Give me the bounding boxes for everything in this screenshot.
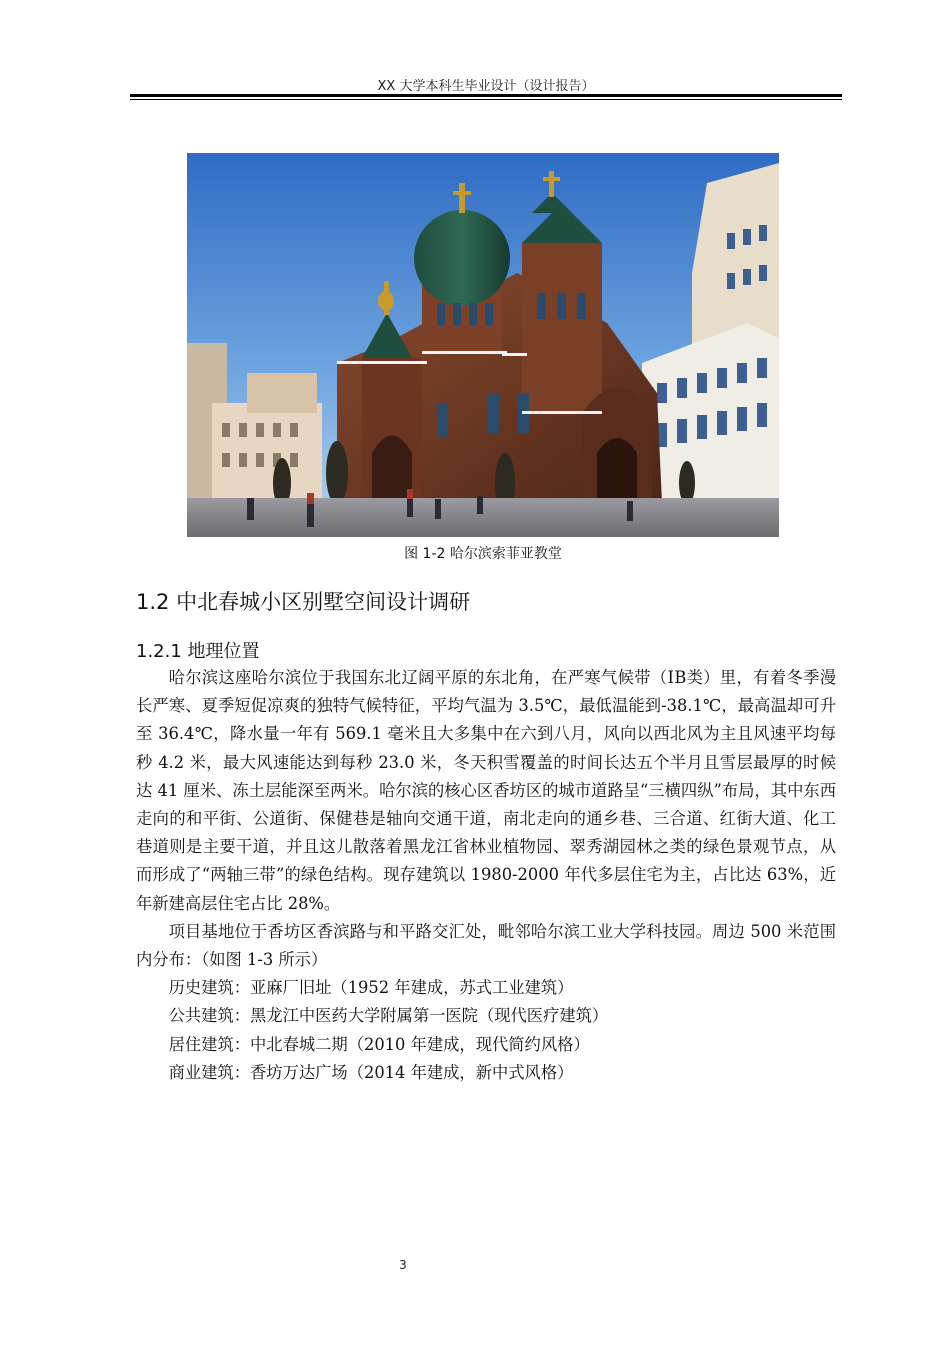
paragraph-climate: 哈尔滨这座哈尔滨位于我国东北辽阔平原的东北角，在严寒气候带（ⅠB类）里，有着冬季漫长严寒、夏季短促凉爽的独特气候特征，平均气温为 3.5℃，最低温能到-38.1℃，最高温却可升至 36.4℃，降水量一年有 569.1 毫米且大多集中在六到八月，风向以西北风为主且风速平均每秒 4.2 米，最大风速能达到每秒 23.0 米，冬天积雪覆盖的时间长达五个半月且雪层最厚的时候达 41 厘米、冻土层能深至两米。哈尔滨的核心区香坊区的城市道路呈“三横四纵”布局，其中东西走向的和平街、公道街、保健巷是轴向交通干道，南北走向的通乡巷、三合道、红街大道、化工巷道则是主要干道，并且这儿散落着黑龙江省林业植物园、翠秀湖园林之类的绿色景观节点，从而形成了“两轴三带”的绿色结构。现存建筑以 1980-2000 年代多层住宅为主，占比达 63%，近年新建高层住宅占比 28%。: [136, 668, 836, 913]
figure-caption: 图 1-2 哈尔滨索菲亚教堂: [404, 546, 562, 562]
header-rule-thick: [130, 94, 842, 97]
list-item-commercial: 商业建筑：香坊万达广场（2014 年建成，新中式风格）: [168, 1062, 574, 1082]
page-number: 3: [399, 1258, 407, 1272]
body-text: [136, 664, 836, 1087]
header-rule-thin: [130, 99, 842, 100]
list-item-residential: 居住建筑：中北春城二期（2010 年建成，现代简约风格）: [168, 1034, 590, 1054]
page-header-title: XX 大学本科生毕业设计（设计报告）: [377, 79, 595, 94]
subsection-heading: 1.2.1 地理位置: [136, 641, 260, 662]
section-heading: 1.2 中北春城小区别墅空间设计调研: [136, 590, 471, 614]
paragraph-site: 项目基地位于香坊区香滨路与和平路交汇处，毗邻哈尔滨工业大学科技园。周边 500 米范围内分布：（如图 1-3 所示）: [136, 921, 836, 970]
list-item-historic: 历史建筑：亚麻厂旧址（1952 年建成，苏式工业建筑）: [168, 978, 574, 998]
list-item-public: 公共建筑：黑龙江中医药大学附属第一医院（现代医疗建筑）: [168, 1006, 609, 1026]
figure-photo-cathedral: [187, 153, 779, 537]
